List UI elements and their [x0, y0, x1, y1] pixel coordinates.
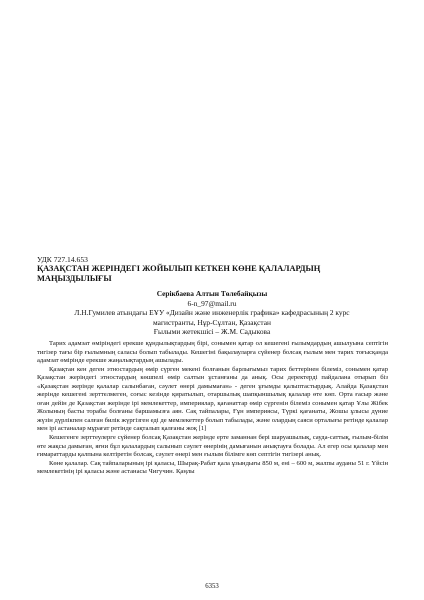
body-text [37, 340, 388, 477]
paper-title: ҚАЗАҚСТАН ЖЕРІНДЕГІ ЖОЙЫЛЫП КЕТКЕН КӨНЕ ҚАЛАЛАРДЫҢ МАҢЫЗДЫЛЫҒЫ [37, 264, 321, 283]
author-email: 6-n_97@mail.ru [187, 298, 237, 308]
paragraph-4: Көне қалалар. Сақ тайпаларының ірі қаласы, Шырақ-Рабат қала ұзындығы 850 м, ені – 600 м, жалпы ауданы 51 г. Үйсін мемлекетінің ірі қаласы және астанасы Чигучин. Қаңлы [37, 459, 388, 476]
page-number: 6353 [205, 583, 219, 590]
paragraph-1: Тарих адамзат өміріндегі ерекше құндылықтардың бірі, сонымен қатар ол кешегені ғылымдардың ашылуына септігін тигізер тағы бір ғылымның саласы болып табылады. Кешегіні бақылауларға сүйенер болсақ ғылым мен тарих тоғысқанда адамзат өмірінде ерекше жаңалықтардың ашылады. [37, 340, 388, 365]
author-block [0, 289, 424, 337]
author-affiliation-line-2: магистранты, Нұр-Сұлтан, Қазақстан [153, 317, 271, 327]
udc-code: УДК 727.14.653 [37, 255, 88, 264]
author-name: Серікбаева Алтын Төлебайқызы [156, 289, 268, 298]
supervisor: Ғылыми жетекшісі – Ж.М. Садыкова [153, 327, 271, 337]
paragraph-3: Кешегенге зерттеулерге сүйенер болсақ Қазақстан жерінде ерте заманнан бері шаруашылық, сауда-саттық, ғылым-білім өте жақсы дамыған, яғни бұл қалалардың салынып сәулет өнерінің дамығанын анықтауға болады. Ал егер осы қалалар мен ғимараттарды қалпына келтіретін болсақ, сәулет өнері мен ғылым білімге көп септігін тигізері анық. [37, 434, 388, 459]
paragraph-2: Қазақтан кен деген этностардың өмір сүрген мекені болғанын барлығымыз тарих беттерінен білеміз, сонымен қатар Қазақстан жеріндегі этностардың көшпелі өмір салтын ұстанғаны да анық. Осы деректерді пайдалана отырып біз «Қазақстан жерінде қалалар салынбаған, сәулет өнері дамымаған» - деген ұғымды қалыптастырдық. Алайда Қазақстан жерінде кешегені зерттелмеген, соғыс кезінде қиратылып, отаршылық шапқыншылық қалалар өте көп. Орта ғасыр және оған дейін де Қазақстан жерінде ірі мемлекеттер, империялар, қағанаттар өмір сүргенін білеміз сонымен қатар Ұлы Жібек Жолының басты торабы болғаны баршамызға аян. Сақ тайпалары, Ғұн империясы, Түркі қағанаты, Жошы ұлысы дүние жүзін дүрлікпен салған билік жүргізген еді де мемлекеттер болып табылады, және олардың саяси орталығы ретінде қалалар мен ірі астаналар мұрағат ретінде сақталып қалғаны жоқ [1] [37, 365, 388, 433]
author-affiliation-line-1: Л.Н.Гумилев атындағы ЕҰУ «Дизайн және инженерлік графика» кафедрасының 2 курс [74, 308, 350, 318]
